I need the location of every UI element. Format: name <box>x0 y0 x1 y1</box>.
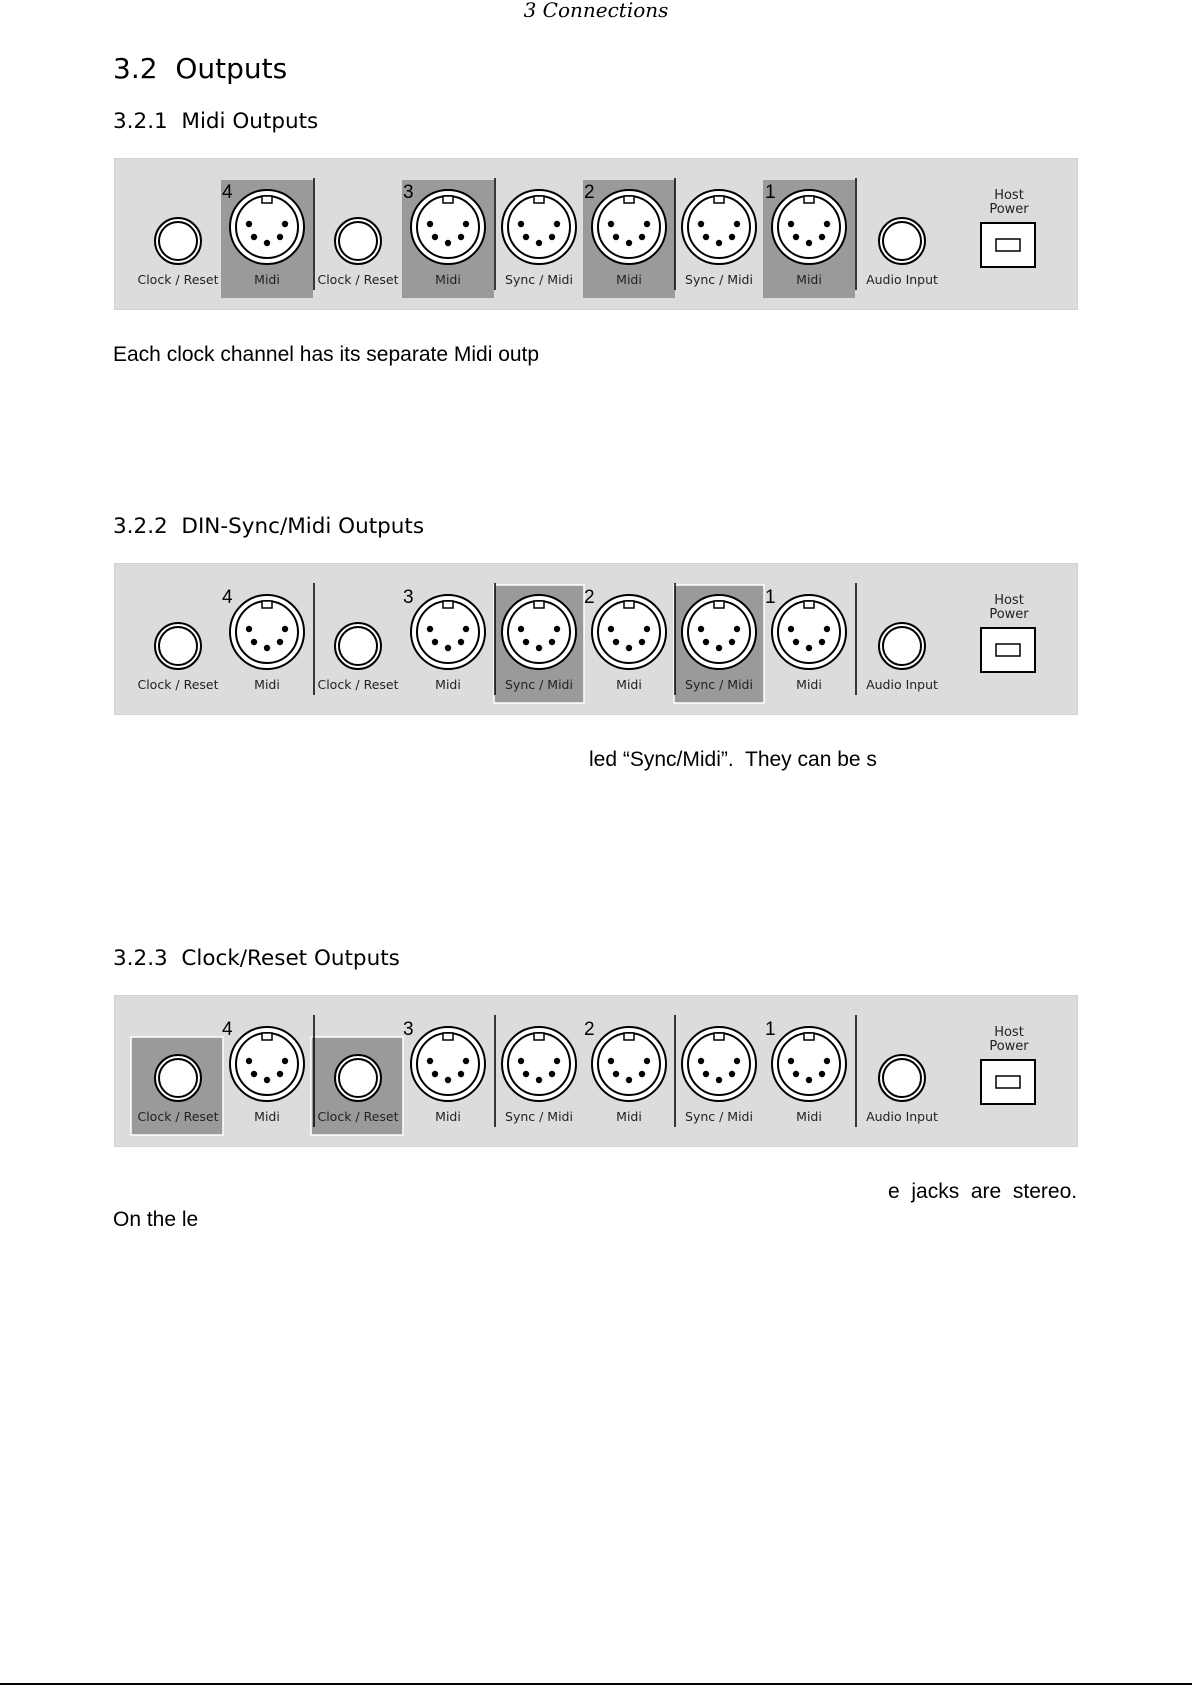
channel-number: 3 <box>403 1019 414 1040</box>
channel-number: 2 <box>584 1019 595 1040</box>
jack-label: Clock / Reset <box>317 272 399 287</box>
power-label: Power <box>989 607 1029 622</box>
rear-panel-figure-din-sync <box>114 563 1078 715</box>
running-head: 3 Connections <box>523 0 669 22</box>
din-socket-icon <box>778 196 840 258</box>
din-pin <box>554 1058 560 1064</box>
din-pin <box>246 221 252 227</box>
paragraph-line: On the le <box>113 1208 199 1231</box>
jack-label: Audio Input <box>866 1109 938 1124</box>
din-pin <box>518 1058 524 1064</box>
din-pin <box>264 240 270 246</box>
din-pin <box>729 1071 735 1077</box>
din-pin <box>639 639 645 645</box>
jack-socket-icon <box>883 222 921 260</box>
din-pin <box>432 639 438 645</box>
subsection-title: DIN-Sync/Midi Outputs <box>181 514 425 539</box>
din-key-notch <box>534 196 544 203</box>
jack-socket-icon <box>159 222 197 260</box>
channel-number: 3 <box>403 587 414 608</box>
jack-socket-icon <box>159 627 197 665</box>
din-socket-icon <box>508 196 570 258</box>
din-pin <box>639 234 645 240</box>
jack-label: Clock / Reset <box>137 1109 219 1124</box>
jack-label: Sync / Midi <box>685 272 753 287</box>
din-key-notch <box>804 196 814 203</box>
din-pin <box>463 626 469 632</box>
din-pin <box>729 234 735 240</box>
jack-label: Midi <box>254 272 280 287</box>
din-pin <box>608 221 614 227</box>
jack-label: Midi <box>616 272 642 287</box>
din-pin <box>282 1058 288 1064</box>
din-pin <box>264 1077 270 1083</box>
jack-label: Midi <box>254 1109 280 1124</box>
rear-panel-figure-clock-reset <box>114 995 1078 1147</box>
din-pin <box>788 1058 794 1064</box>
din-pin <box>277 1071 283 1077</box>
din-key-notch <box>443 196 453 203</box>
jack-label: Sync / Midi <box>505 1109 573 1124</box>
din-key-notch <box>443 1033 453 1040</box>
channel-number: 1 <box>765 1019 776 1040</box>
din-pin <box>536 240 542 246</box>
jack-label: Audio Input <box>866 272 938 287</box>
din-pin <box>639 1071 645 1077</box>
din-pin <box>644 626 650 632</box>
din-socket-icon <box>236 601 298 663</box>
channel-number: 1 <box>765 587 776 608</box>
din-pin <box>554 221 560 227</box>
din-pin <box>246 626 252 632</box>
jack-label: Sync / Midi <box>685 677 753 692</box>
jack-label: Midi <box>435 1109 461 1124</box>
din-pin <box>613 639 619 645</box>
power-label: Power <box>989 1039 1029 1054</box>
din-pin <box>445 1077 451 1083</box>
power-socket-icon <box>981 628 1035 672</box>
din-pin <box>698 221 704 227</box>
channel-number: 4 <box>222 182 233 203</box>
din-pin <box>246 1058 252 1064</box>
jack-label: Sync / Midi <box>505 677 573 692</box>
jack-socket-icon <box>339 222 377 260</box>
din-key-notch <box>443 601 453 608</box>
din-pin <box>554 626 560 632</box>
din-key-notch <box>714 1033 724 1040</box>
din-pin <box>793 639 799 645</box>
din-key-notch <box>624 1033 634 1040</box>
din-pin <box>523 1071 529 1077</box>
din-pin <box>427 626 433 632</box>
din-pin <box>427 1058 433 1064</box>
din-pin <box>549 234 555 240</box>
din-pin <box>518 626 524 632</box>
channel-number: 2 <box>584 182 595 203</box>
din-pin <box>549 639 555 645</box>
din-pin <box>788 221 794 227</box>
din-pin <box>523 639 529 645</box>
jack-label: Clock / Reset <box>317 1109 399 1124</box>
din-pin <box>251 1071 257 1077</box>
jack-label: Midi <box>254 677 280 692</box>
rear-panel-figure-midi <box>114 158 1078 310</box>
din-pin <box>806 1077 812 1083</box>
din-pin <box>282 221 288 227</box>
din-pin <box>716 240 722 246</box>
din-socket-icon <box>236 196 298 258</box>
subsection-heading-din-sync <box>113 514 424 539</box>
din-pin <box>518 221 524 227</box>
jack-socket-icon <box>339 627 377 665</box>
din-pin <box>264 645 270 651</box>
din-pin <box>824 626 830 632</box>
din-pin <box>445 240 451 246</box>
din-socket-icon <box>417 601 479 663</box>
din-pin <box>608 1058 614 1064</box>
power-label: Power <box>989 202 1029 217</box>
din-pin <box>458 234 464 240</box>
din-pin <box>536 645 542 651</box>
jack-socket-icon <box>159 1059 197 1097</box>
jack-label: Midi <box>796 272 822 287</box>
subsection-title: Clock/Reset Outputs <box>181 946 400 971</box>
din-pin <box>282 626 288 632</box>
din-pin <box>698 1058 704 1064</box>
din-pin <box>698 626 704 632</box>
din-pin <box>819 234 825 240</box>
din-pin <box>729 639 735 645</box>
power-socket-icon <box>981 1060 1035 1104</box>
din-socket-icon <box>688 1033 750 1095</box>
din-socket-icon <box>778 1033 840 1095</box>
din-pin <box>613 1071 619 1077</box>
jack-label: Sync / Midi <box>685 1109 753 1124</box>
din-key-notch <box>262 601 272 608</box>
din-pin <box>427 221 433 227</box>
section-title: Outputs <box>175 52 288 85</box>
din-socket-icon <box>778 601 840 663</box>
power-socket-icon <box>981 223 1035 267</box>
din-key-notch <box>534 1033 544 1040</box>
din-pin <box>458 639 464 645</box>
din-pin <box>536 1077 542 1083</box>
section-heading <box>113 52 287 85</box>
din-pin <box>793 1071 799 1077</box>
din-key-notch <box>804 1033 814 1040</box>
din-key-notch <box>624 196 634 203</box>
din-pin <box>734 626 740 632</box>
subsection-title: Midi Outputs <box>181 109 319 134</box>
din-key-notch <box>534 601 544 608</box>
din-pin <box>432 1071 438 1077</box>
din-pin <box>626 1077 632 1083</box>
din-pin <box>703 639 709 645</box>
din-socket-icon <box>508 1033 570 1095</box>
din-pin <box>523 234 529 240</box>
din-pin <box>644 1058 650 1064</box>
din-pin <box>824 1058 830 1064</box>
jack-label: Midi <box>435 677 461 692</box>
channel-number: 2 <box>584 587 595 608</box>
jack-label: Midi <box>616 1109 642 1124</box>
subsection-number: 3.2.2 <box>113 514 168 539</box>
paragraph-line: Each clock channel has its separate Midi outp <box>113 343 540 366</box>
din-pin <box>549 1071 555 1077</box>
din-pin <box>277 234 283 240</box>
jack-label: Clock / Reset <box>137 272 219 287</box>
din-pin <box>626 240 632 246</box>
din-pin <box>432 234 438 240</box>
din-pin <box>277 639 283 645</box>
din-key-notch <box>804 601 814 608</box>
din-pin <box>703 234 709 240</box>
subsection-heading-clock-reset <box>113 946 400 971</box>
din-socket-icon <box>417 1033 479 1095</box>
din-pin <box>613 234 619 240</box>
host-label: Host <box>994 1025 1024 1040</box>
din-socket-icon <box>417 196 479 258</box>
din-pin <box>819 1071 825 1077</box>
din-pin <box>251 639 257 645</box>
din-pin <box>445 645 451 651</box>
din-pin <box>644 221 650 227</box>
subsection-number: 3.2.1 <box>113 109 168 134</box>
jack-label: Midi <box>796 1109 822 1124</box>
din-socket-icon <box>598 1033 660 1095</box>
din-pin <box>608 626 614 632</box>
din-key-notch <box>714 196 724 203</box>
din-socket-icon <box>688 196 750 258</box>
channel-number: 4 <box>222 587 233 608</box>
din-pin <box>463 221 469 227</box>
din-pin <box>251 234 257 240</box>
din-key-notch <box>624 601 634 608</box>
paragraph-line: led “Sync/Midi”. They can be s <box>589 748 877 771</box>
din-pin <box>806 645 812 651</box>
din-pin <box>734 221 740 227</box>
din-pin <box>716 645 722 651</box>
din-pin <box>463 1058 469 1064</box>
din-key-notch <box>262 1033 272 1040</box>
jack-label: Midi <box>616 677 642 692</box>
jack-socket-icon <box>883 627 921 665</box>
jack-label: Sync / Midi <box>505 272 573 287</box>
din-pin <box>626 645 632 651</box>
din-pin <box>716 1077 722 1083</box>
host-label: Host <box>994 188 1024 203</box>
channel-number: 4 <box>222 1019 233 1040</box>
host-label: Host <box>994 593 1024 608</box>
subsection-number: 3.2.3 <box>113 946 168 971</box>
din-pin <box>703 1071 709 1077</box>
din-pin <box>819 639 825 645</box>
jack-label: Midi <box>435 272 461 287</box>
jack-label: Midi <box>796 677 822 692</box>
din-socket-icon <box>688 601 750 663</box>
channel-number: 3 <box>403 182 414 203</box>
din-socket-icon <box>598 601 660 663</box>
din-pin <box>806 240 812 246</box>
din-socket-icon <box>236 1033 298 1095</box>
din-socket-icon <box>508 601 570 663</box>
din-pin <box>824 221 830 227</box>
jack-socket-icon <box>339 1059 377 1097</box>
din-socket-icon <box>598 196 660 258</box>
din-pin <box>734 1058 740 1064</box>
jack-label: Audio Input <box>866 677 938 692</box>
jack-label: Clock / Reset <box>137 677 219 692</box>
section-number: 3.2 <box>113 52 158 85</box>
jack-label: Clock / Reset <box>317 677 399 692</box>
channel-number: 1 <box>765 182 776 203</box>
din-pin <box>788 626 794 632</box>
jack-socket-icon <box>883 1059 921 1097</box>
din-pin <box>793 234 799 240</box>
subsection-heading-midi <box>113 109 318 134</box>
din-pin <box>458 1071 464 1077</box>
din-key-notch <box>262 196 272 203</box>
din-key-notch <box>714 601 724 608</box>
paragraph-line: e jacks are stereo. <box>888 1180 1078 1203</box>
